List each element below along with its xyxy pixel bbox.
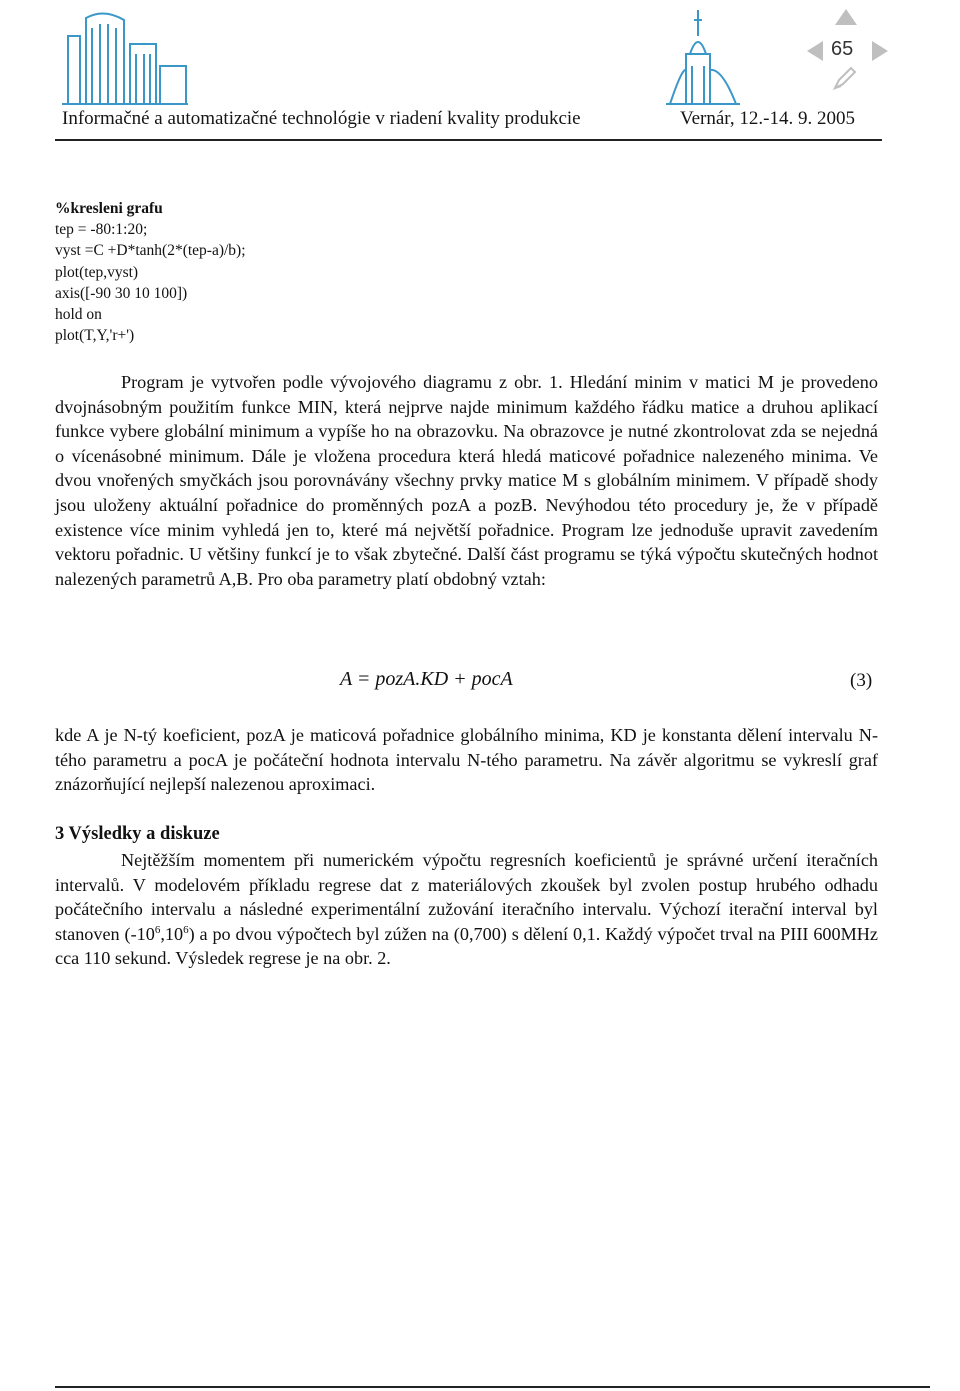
paragraph-program-description — [55, 370, 878, 591]
equation: A = pozA.KD + pocA — [340, 668, 513, 690]
paragraph-text: Program je vytvořen podle vývojového diagramu z obr. 1. Hledání minim v matici M je provedeno dvojnásobným použitím funkce MIN, která nejprve najde minimum každého řádku matice a druhou aplikací funkce vybere globální minimum a vypíše ho na obrazovku. Na obrazovce je nutné zkontrolovat zda se nejedná o vícenásobné minimum. Dále je vložena procedura která hledá maticové pořadnice nalezeného minima. Ve dvou vnořených smyčkách jsou porovnávány všechny prvky matice M s globálním minimem. V případě shody jsou uloženy aktuální pořadnice do proměnných pozA a pozB. Nevýhodou této procedury je, že v případě existence více minim vyhledá jen to, které má největší pořadnice. Program lze jednoduše upravit zavedením vektoru pořadnic. U většiny funkcí je to však zbytečné. Další část programu se týká výpočtu skutečných hodnot nalezených parametrů A,B. Pro oba parametry platí obdobný vztah: — [55, 372, 878, 589]
code-line: tep = -80:1:20; — [55, 221, 148, 239]
pen-icon[interactable] — [831, 64, 859, 97]
paragraph-text-part3: ) a po dvou výpočtech byl zúžen na (0,700) s dělení 0,1. Každý výpočet trval na PIII 600MHz cca 110 sekund. Výsledek regrese je na obr. 2. — [55, 923, 878, 969]
paragraph-text-part2: ,10 — [160, 923, 184, 944]
section-heading: 3 Výsledky a diskuze — [55, 824, 220, 844]
paragraph-results — [55, 848, 878, 971]
header-event: Vernár, 12.-14. 9. 2005 — [680, 108, 855, 129]
code-line: hold on — [55, 306, 102, 324]
superscript: 6 — [154, 923, 161, 936]
page-number: 65 — [831, 38, 854, 60]
header-title: Informačné a automatizačné technológie v riadení kvality produkcie — [62, 108, 581, 129]
paragraph-text-part1: Nejtěžším momentem při numerickém výpočtu regresních koeficientů je správné určení iteračních intervalů. V modelovém příkladu regrese dat z materiálových zkoušek byl zvolen postup hrubého odhadu počátečního intervalu a následné experimentální zužování iteračního intervalu. Výchozí iterační interval byl stanoven (-10 — [55, 850, 878, 944]
code-line: axis([-90 30 10 100]) — [55, 284, 188, 302]
nav-up-icon[interactable] — [834, 8, 858, 31]
code-line: plot(tep,vyst) — [55, 263, 139, 281]
superscript: 6 — [183, 923, 189, 936]
footer-divider — [55, 1386, 930, 1388]
header-divider — [55, 139, 882, 141]
paragraph-equation-explanation: kde A je N-tý koeficient, pozA je maticová pořadnice globálního minima, KD je konstanta dělení intervalu N-tého parametru a pocA je počáteční hodnota intervalu N-tého parametru. Na závěr algoritmu se vykreslí graf znázorňující nejlepší nalezenou aproximaci. — [55, 725, 878, 795]
code-line: plot(T,Y,'r+') — [55, 327, 135, 345]
nav-right-icon[interactable] — [871, 40, 889, 67]
nav-left-icon[interactable] — [806, 40, 824, 67]
equation-number: (3) — [850, 670, 873, 691]
university-building-logo-icon — [60, 6, 190, 106]
castle-logo-icon — [662, 6, 742, 106]
code-line: vyst =C +D*tanh(2*(tep-a)/b); — [55, 242, 246, 260]
code-comment: %kresleni grafu — [55, 200, 163, 217]
code-listing — [55, 198, 246, 346]
